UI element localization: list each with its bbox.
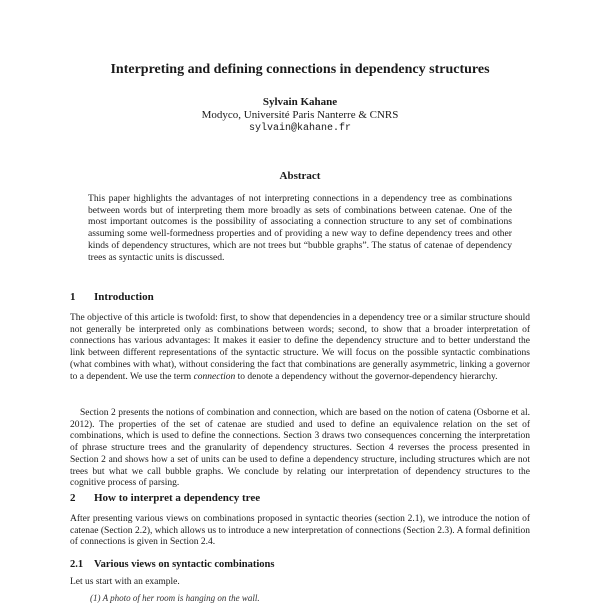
section-number: 1 xyxy=(70,291,76,303)
section-number: 2 xyxy=(70,492,76,504)
author-email[interactable]: sylvain@kahane.fr xyxy=(248,123,352,134)
paragraph-text: The objective of this article is twofold: first, to show that dependencies in a dependency tree or a similar structure should not generally be interpreted only as combinations between words; second, to show that a broader interpretation of connections has various advantages: It makes it easier to define the dependency structure and to better understand the link between different representations of the syntactic structure. We will focus on the possible syntactic combinations (what combines with what), without considering the fact that combinations are generally asymmetric, linking a governor to a dependent. We use the term xyxy=(70,313,530,382)
section-1-paragraph-2: Section 2 presents the notions of combination and connection, which are based on the notion of catena (Osborne et al. 2012). The properties of the set of catenae are studied and used to define an equivalence relation on the set of combinations, which is used to define the connections. Section 3 draws two consequences concerning the interpretation of phrase structure trees and the granularity of dependency structures. Section 4 reverses the process presented in Section 2 and shows how a set of units can be used to define a dependency structure, including structures which are not trees but what we call bubble graphs. We conclude by relating our interpretation of dependency structures to the cognitive process of parsing. xyxy=(70,408,530,489)
author-affiliation: Modyco, Université Paris Nanterre & CNRS xyxy=(201,109,399,121)
term-connection: connection xyxy=(193,371,236,382)
section-2-1-paragraph-1: Let us start with an example. xyxy=(70,577,180,587)
example-sentence: (1) A photo of her room is hanging on the wall. xyxy=(90,593,260,603)
section-2-paragraph-1: After presenting various views on combinations proposed in syntactic theories (section 2.1), we introduce the notion of catenae (Section 2.2), which allows us to introduce a new interpretation of connections (Section 2.3). A formal definition of connections is given in Section 2.4. xyxy=(70,514,530,548)
section-title: Various views on syntactic combinations xyxy=(94,559,275,570)
section-1-paragraph-1 xyxy=(70,313,530,383)
paper-title: Interpreting and defining connections in dependency structures xyxy=(110,62,490,77)
abstract-heading: Abstract xyxy=(279,170,321,182)
section-title: How to interpret a dependency tree xyxy=(94,492,261,504)
section-2-1-heading xyxy=(70,559,274,570)
section-1-heading xyxy=(70,291,154,303)
abstract-text: This paper highlights the advantages of not interpreting connections in a dependency tree as combinations between words but of interpreting them more broadly as sets of combinations between catenae. One of the most important outcomes is the possibility of associating a connection structure to any set of combinations assuming some well-formedness properties and of providing a new way to define dependency trees and other kinds of dependency structures, which are not trees but “bubble graphs”. The status of catenae of dependency trees as syntactic units is discussed. xyxy=(88,193,512,263)
section-number: 2.1 xyxy=(70,559,84,570)
paragraph-text: to denote a dependency without the governor-dependency hierarchy. xyxy=(235,371,498,382)
author-name: Sylvain Kahane xyxy=(262,96,338,108)
section-2-heading xyxy=(70,492,260,504)
section-title: Introduction xyxy=(94,291,154,303)
